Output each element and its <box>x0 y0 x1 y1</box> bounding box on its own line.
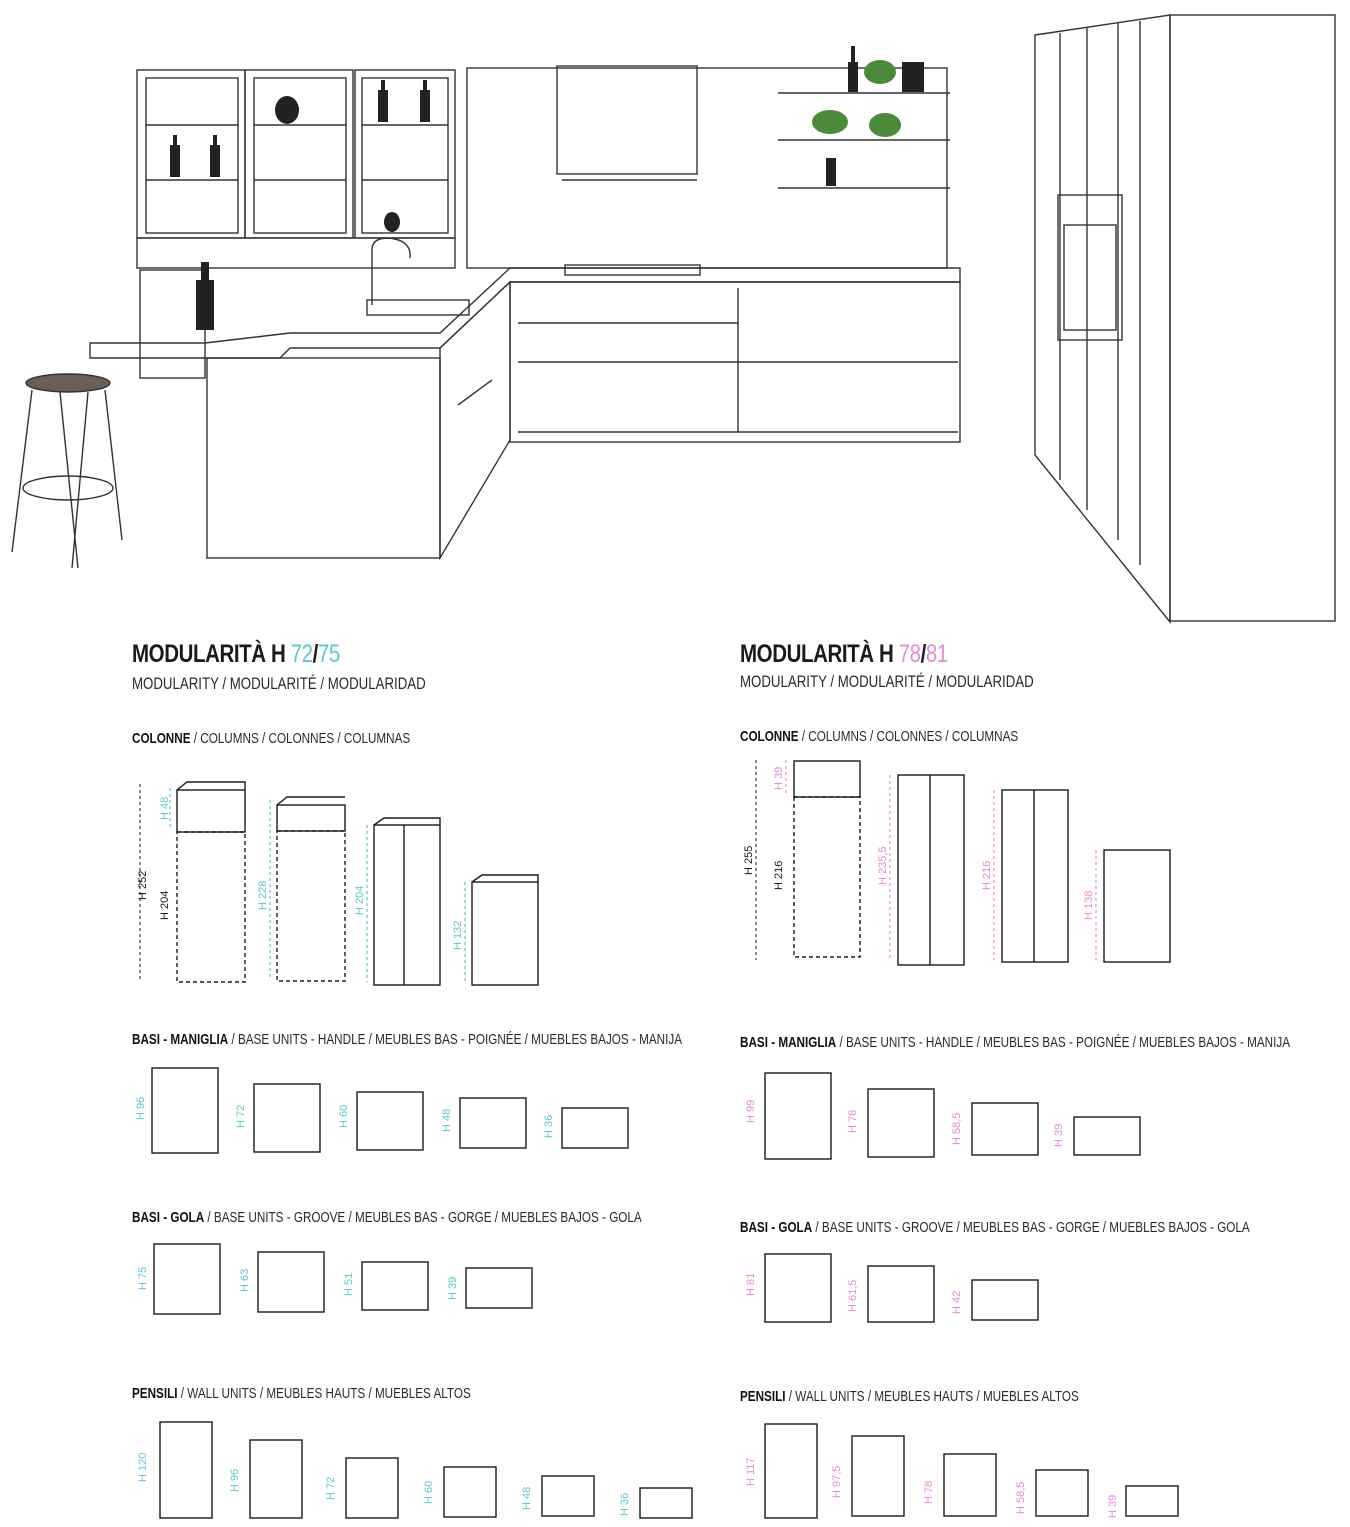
heading-bold: BASI - GOLA <box>132 1209 205 1226</box>
title-prefix: MODULARITÀ H <box>740 640 899 668</box>
dim-h-4: H 48 <box>441 1108 453 1132</box>
heading-rest: / BASE UNITS - HANDLE / MEUBLES BAS - POIGNÉE / MUEBLES BAJOS - MANIJA <box>836 1034 1291 1051</box>
left-columns-heading <box>132 730 410 747</box>
left-handle-drawings <box>132 1060 752 1160</box>
dim-base: H 216 <box>773 860 785 890</box>
dim-w-4: H 60 <box>423 1480 435 1504</box>
dim-g-3: H 51 <box>343 1272 355 1296</box>
title-height-2: 81 <box>925 640 948 668</box>
dim-total: H 255 <box>743 845 755 875</box>
glass-cabinet-2 <box>245 70 353 238</box>
heading-bold: BASI - GOLA <box>740 1219 813 1236</box>
dim-c4: H 132 <box>452 920 464 950</box>
dim-h-1: H 96 <box>135 1096 147 1120</box>
dim-base: H 204 <box>159 890 171 920</box>
left-columns-drawings <box>132 770 752 1000</box>
heading-rest: / WALL UNITS / MEUBLES HAUTS / MUEBLES ALTOS <box>177 1385 471 1402</box>
dim-h-2: H 72 <box>235 1104 247 1128</box>
title-separator: / <box>312 640 318 668</box>
dim-g-2: H 63 <box>239 1268 251 1292</box>
left-wall-heading <box>132 1385 471 1402</box>
tall-units-side <box>1035 15 1170 622</box>
heading-bold: BASI - MANIGLIA <box>740 1034 837 1051</box>
dim-w-1: H 117 <box>745 1457 757 1486</box>
right-handle-drawings <box>740 1065 1350 1165</box>
dim-w-5: H 39 <box>1107 1494 1119 1518</box>
heading-rest: / BASE UNITS - GROOVE / MEUBLES BAS - GORGE / MUEBLES BAJOS - GOLA <box>812 1219 1250 1236</box>
oven <box>1058 195 1122 340</box>
right-groove-heading <box>740 1219 1250 1236</box>
left-groove-drawings <box>132 1238 752 1318</box>
glass-cabinet-3 <box>355 70 455 238</box>
left-handle-heading <box>132 1031 682 1048</box>
dim-c3: H 216 <box>981 860 993 890</box>
dim-h-1: H 99 <box>745 1099 757 1123</box>
right-handle-heading <box>740 1034 1290 1051</box>
left-groove-heading <box>132 1209 642 1226</box>
dim-w-3: H 78 <box>923 1480 935 1504</box>
dim-g-1: H 81 <box>745 1272 757 1296</box>
dim-c2: H 228 <box>257 880 269 910</box>
dim-h-3: H 58,5 <box>951 1112 963 1145</box>
right-columns-heading <box>740 728 1018 745</box>
dim-h-3: H 60 <box>338 1104 350 1128</box>
dim-g-4: H 39 <box>447 1276 459 1300</box>
dim-h-4: H 39 <box>1053 1123 1065 1147</box>
right-wall-drawings <box>740 1416 1350 1522</box>
dim-c4: H 138 <box>1083 890 1095 920</box>
heading-bold: COLONNE <box>132 730 191 747</box>
heading-bold: PENSILI <box>740 1388 786 1405</box>
right-title <box>740 640 948 669</box>
right-columns-drawings <box>740 755 1350 975</box>
dim-top: H 48 <box>159 796 171 820</box>
title-height-1: 78 <box>898 640 921 668</box>
dim-c2: H 235,5 <box>877 846 889 885</box>
dim-w-5: H 48 <box>521 1486 533 1510</box>
glass-cabinet-1 <box>137 70 245 238</box>
left-wall-drawings <box>132 1412 752 1522</box>
dim-g-2: H 61,5 <box>847 1279 859 1312</box>
right-subtitle: MODULARITY / MODULARITÉ / MODULARIDAD <box>740 672 1034 691</box>
dim-h-5: H 36 <box>543 1114 555 1138</box>
dim-w-6: H 36 <box>619 1492 631 1516</box>
range-hood <box>557 66 697 174</box>
dim-w-4: H 58,5 <box>1015 1481 1027 1514</box>
dim-g-1: H 75 <box>137 1266 149 1290</box>
dim-w-2: H 97,5 <box>831 1465 843 1498</box>
tall-units-front <box>1170 15 1335 621</box>
heading-rest: / WALL UNITS / MEUBLES HAUTS / MUEBLES ALTOS <box>785 1388 1079 1405</box>
stool-seat <box>26 374 110 392</box>
right-groove-drawings <box>740 1248 1350 1328</box>
left-title <box>132 640 340 669</box>
heading-bold: BASI - MANIGLIA <box>132 1031 229 1048</box>
title-height-2: 75 <box>317 640 340 668</box>
heading-bold: PENSILI <box>132 1385 178 1402</box>
dim-w-2: H 96 <box>229 1468 241 1492</box>
dim-w-3: H 72 <box>325 1476 337 1500</box>
island-base <box>207 358 440 558</box>
dim-total: H 252 <box>137 870 149 900</box>
dim-top: H 39 <box>773 766 785 790</box>
title-separator: / <box>920 640 926 668</box>
dim-w-1: H 120 <box>137 1452 149 1482</box>
dim-g-3: H 42 <box>951 1290 963 1314</box>
heading-rest: / BASE UNITS - HANDLE / MEUBLES BAS - POIGNÉE / MUEBLES BAJOS - MANIJA <box>228 1031 683 1048</box>
heading-rest: / COLUMNS / COLONNES / COLUMNAS <box>798 728 1019 745</box>
left-subtitle: MODULARITY / MODULARITÉ / MODULARIDAD <box>132 674 426 693</box>
right-wall-heading <box>740 1388 1079 1405</box>
kitchen-illustration <box>0 0 1350 630</box>
heading-rest: / BASE UNITS - GROOVE / MEUBLES BAS - GORGE / MUEBLES BAJOS - GOLA <box>204 1209 642 1226</box>
title-prefix: MODULARITÀ H <box>132 640 291 668</box>
dim-c3: H 204 <box>354 885 366 915</box>
heading-bold: COLONNE <box>740 728 799 745</box>
title-height-1: 72 <box>290 640 313 668</box>
heading-rest: / COLUMNS / COLONNES / COLUMNAS <box>190 730 411 747</box>
dim-h-2: H 78 <box>847 1109 859 1133</box>
